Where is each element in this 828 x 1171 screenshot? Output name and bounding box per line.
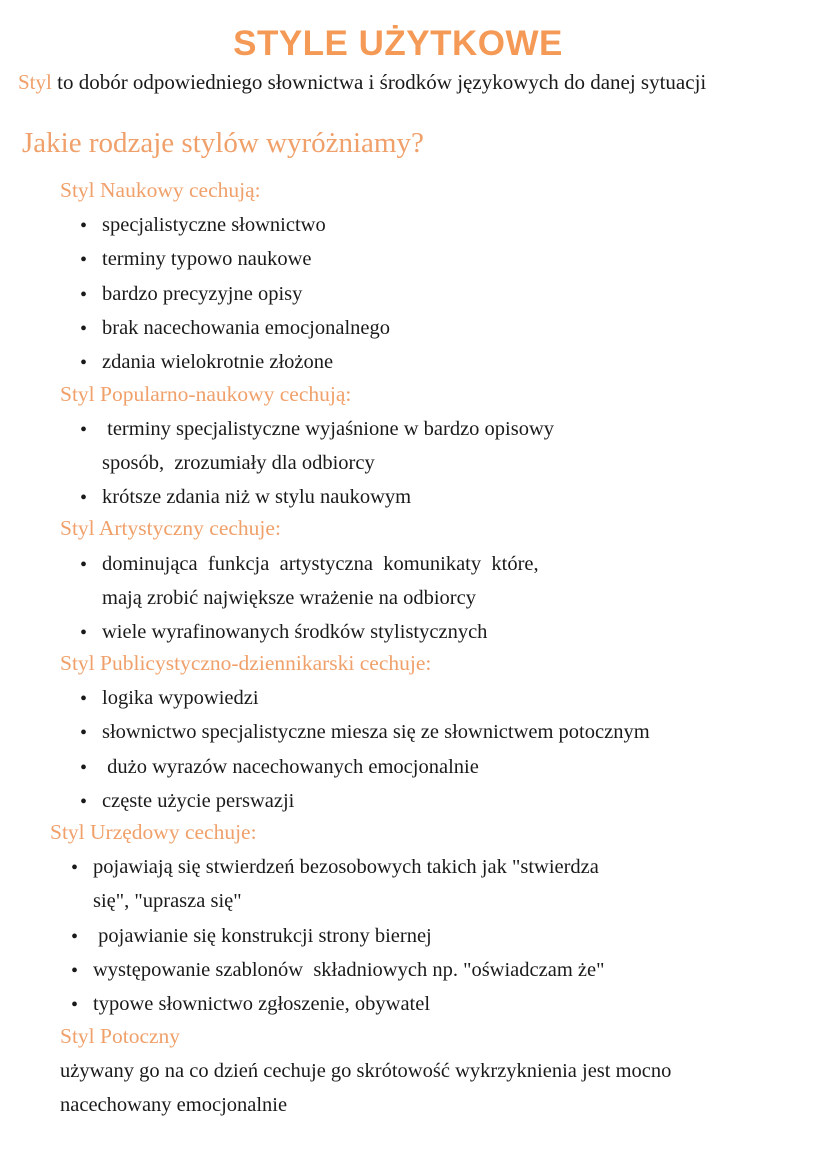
list-item: krótsze zdania niż w stylu naukowym [102, 486, 412, 508]
bullet-icon: • [71, 960, 79, 982]
list-item: pojawianie się konstrukcji strony biernej [93, 925, 432, 947]
intro-line [18, 70, 706, 95]
list-item: brak nacechowania emocjonalnego [102, 317, 391, 339]
list-item: dominująca funkcja artystyczna komunikaty które, [102, 553, 539, 575]
section-heading-naukowy: Styl Naukowy cechują: [60, 178, 261, 202]
paragraph-line: nacechowany emocjonalnie [60, 1094, 288, 1116]
list-item: typowe słownictwo zgłoszenie, obywatel [93, 993, 431, 1015]
list-item: specjalistyczne słownictwo [102, 214, 326, 236]
bullet-icon: • [80, 249, 88, 271]
bullet-icon: • [80, 215, 88, 237]
list-item: występowanie szablonów składniowych np. "oświadczam że" [93, 959, 605, 981]
section-heading-popularno-naukowy: Styl Popularno-naukowy cechują: [60, 382, 352, 406]
list-item-continuation: się", "uprasza się" [93, 890, 242, 912]
list-item: zdania wielokrotnie złożone [102, 351, 334, 373]
list-item: terminy typowo naukowe [102, 248, 312, 270]
section-heading-urzedowy: Styl Urzędowy cechuje: [50, 820, 257, 844]
list-item: bardzo precyzyjne opisy [102, 283, 303, 305]
list-item: dużo wyrazów nacechowanych emocjonalnie [102, 756, 479, 778]
paragraph-line: używany go na co dzień cechuje go skrótowość wykrzyknienia jest mocno [60, 1060, 672, 1082]
list-item: częste użycie perswazji [102, 790, 295, 812]
bullet-icon: • [71, 926, 79, 948]
bullet-icon: • [80, 284, 88, 306]
list-item-continuation: mają zrobić największe wrażenie na odbiorcy [102, 587, 476, 609]
intro-accent-word: Styl [18, 70, 52, 94]
intro-text: to dobór odpowiedniego słownictwa i środków językowych do danej sytuacji [51, 70, 707, 94]
bullet-icon: • [80, 688, 88, 710]
section-heading-potoczny: Styl Potoczny [60, 1024, 181, 1048]
bullet-icon: • [80, 791, 88, 813]
bullet-icon: • [80, 318, 88, 340]
bullet-icon: • [71, 857, 79, 879]
list-item: terminy specjalistyczne wyjaśnione w bardzo opisowy [102, 418, 555, 440]
section-heading-publicystyczny: Styl Publicystyczno-dziennikarski cechuje: [60, 651, 432, 675]
bullet-icon: • [80, 419, 88, 441]
list-item: logika wypowiedzi [102, 687, 259, 709]
page-title: STYLE UŻYTKOWE [233, 24, 563, 63]
bullet-icon: • [71, 994, 79, 1016]
list-item-continuation: sposób, zrozumiały dla odbiorcy [102, 452, 375, 474]
list-item: słownictwo specjalistyczne miesza się ze słownictwem potocznym [102, 721, 650, 743]
bullet-icon: • [80, 487, 88, 509]
section-question-heading: Jakie rodzaje stylów wyróżniamy? [22, 127, 424, 159]
bullet-icon: • [80, 722, 88, 744]
list-item: pojawiają się stwierdzeń bezosobowych takich jak "stwierdza [93, 856, 599, 878]
section-heading-artystyczny: Styl Artystyczny cechuje: [60, 516, 281, 540]
bullet-icon: • [80, 554, 88, 576]
bullet-icon: • [80, 622, 88, 644]
bullet-icon: • [80, 757, 88, 779]
bullet-icon: • [80, 352, 88, 374]
list-item: wiele wyrafinowanych środków stylistycznych [102, 621, 488, 643]
